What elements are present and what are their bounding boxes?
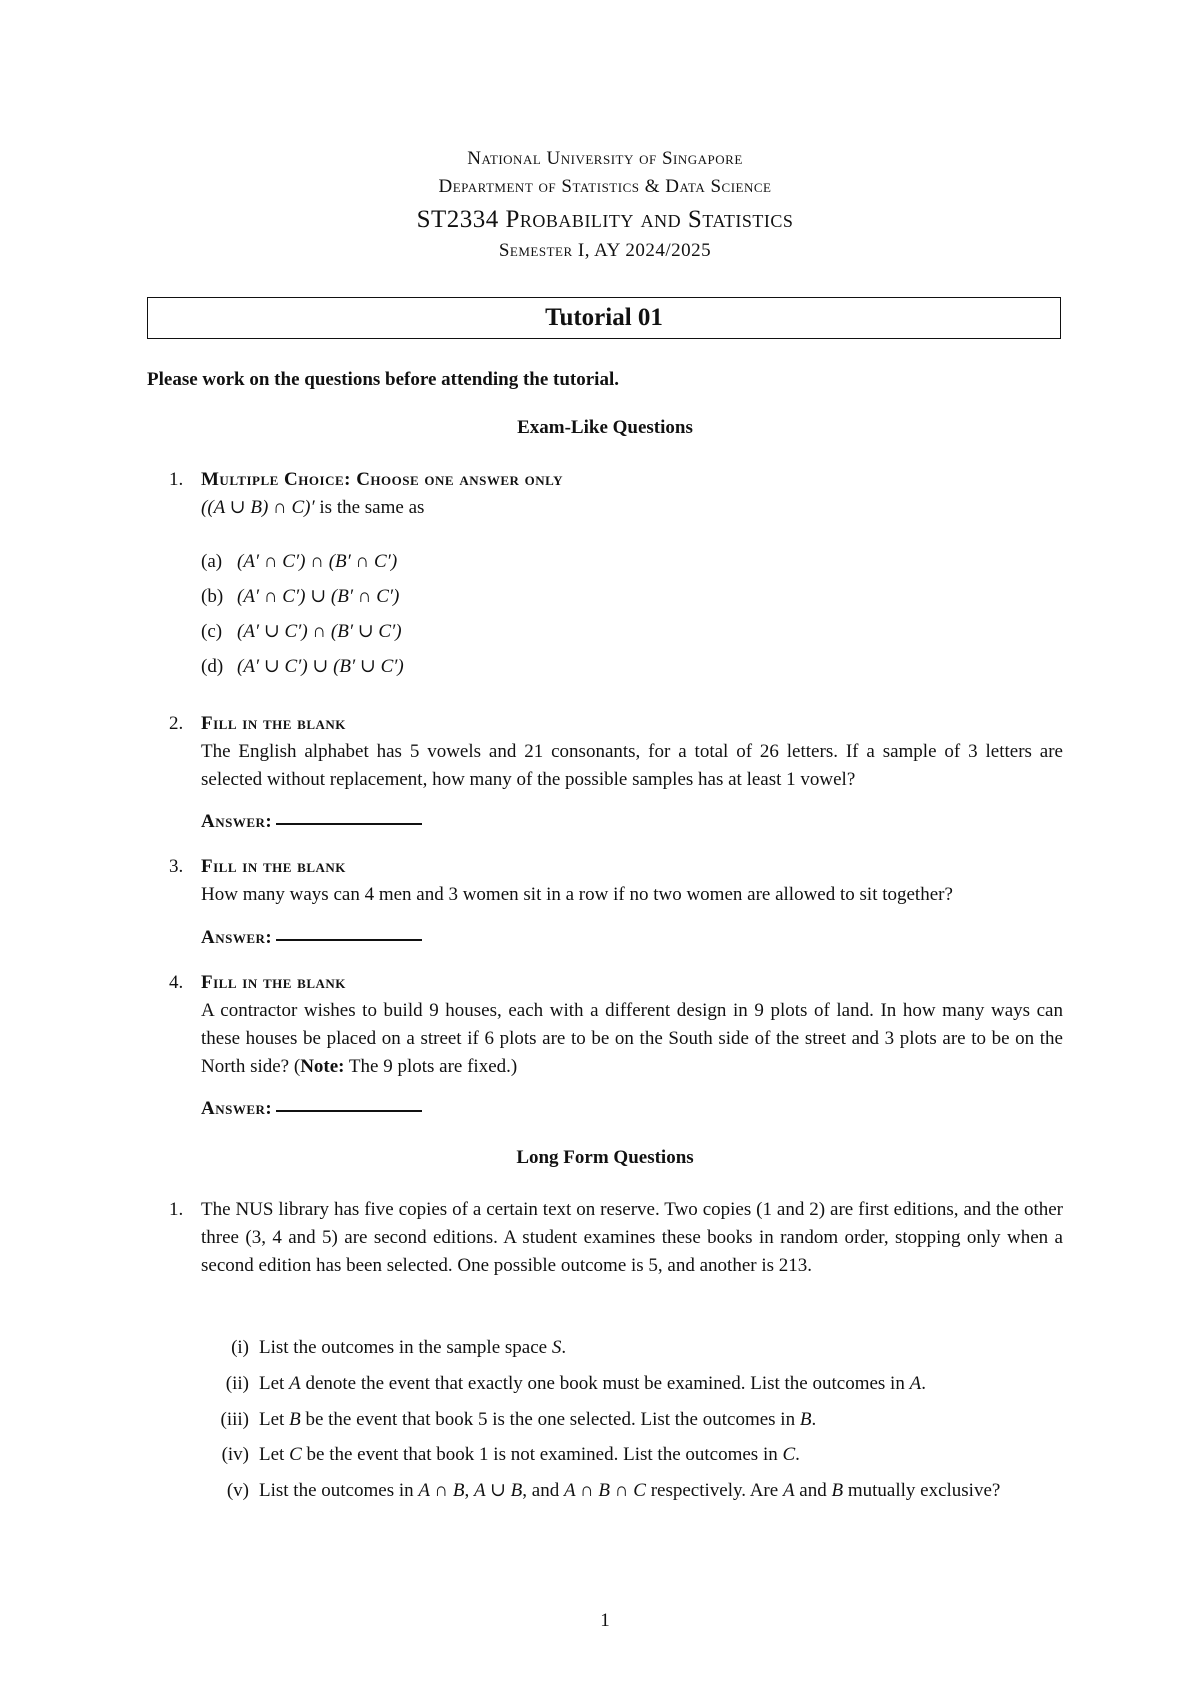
sub-label: (ii) [225,1373,249,1394]
option-label: (a) [201,551,223,572]
option-expression: (A′ ∩ C′) ∩ (B′ ∩ C′) [237,551,398,572]
question-text-part: The 9 plots are fixed.) [344,1056,518,1077]
question-text: The NUS library has five copies of a certain text on reserve. Two copies (1 and 2) are first editions, and the other three (3, 4 and 5) are second editions. A student examines these books in random order, stopping only when a second edition has been selected. One possible outcome is 5, and another is 213. [201,1199,1063,1276]
sub-label: (iv) [221,1444,249,1465]
math-symbol: B [831,1480,844,1501]
math-symbol: B [799,1409,812,1430]
sub-text: Let [259,1444,290,1465]
question-heading: Fill in the blank [201,713,346,734]
question-text: How many ways can 4 men and 3 women sit in a row if no two women are allowed to sit together? [201,884,953,905]
math-symbol: A [289,1373,301,1394]
sub-text: mutually exclusive? [843,1480,1001,1501]
sub-text: . [561,1337,567,1358]
sub-text: be the event that book 5 is the one selected. List the outcomes in [300,1409,800,1430]
math-symbol: A [782,1480,795,1501]
tutorial-title: Tutorial 01 [147,297,1061,339]
subquestion-v [201,1477,1063,1505]
option-label: (d) [201,656,224,677]
question-number: 2. [169,713,184,734]
sub-text: denote the event that exactly one book must be examined. List the outcomes in [300,1373,910,1394]
course-title: ST2334 Probability and Statistics [416,206,794,233]
option-c [201,618,402,646]
sub-text: respectively. Are [645,1480,783,1501]
instruction-text: Please work on the questions before attending the tutorial. [147,369,619,390]
sub-text: Let [259,1409,290,1430]
question-number: 1. [169,469,184,490]
answer-blank-q3 [201,924,422,952]
subquestion-i [201,1334,1063,1362]
sub-text: . [795,1444,800,1465]
math-symbol: C [782,1444,796,1465]
math-symbol: A ∩ B [418,1480,465,1501]
sub-label: (v) [226,1480,249,1501]
answer-line[interactable] [276,821,422,825]
answer-label: Answer: [201,927,273,948]
answer-label: Answer: [201,1098,273,1119]
question-heading: Fill in the blank [201,856,346,877]
option-label: (c) [201,621,223,642]
option-expression: (A′ ∪ C′) ∪ (B′ ∪ C′) [237,656,404,677]
sub-text: List the outcomes in [259,1480,419,1501]
math-symbol: A ∩ B ∩ C [563,1480,646,1501]
sub-label: (iii) [220,1409,249,1430]
question-number: 4. [169,972,184,993]
option-a [201,548,397,576]
page-number: 1 [600,1610,610,1631]
sub-text: , and [522,1480,564,1501]
answer-label: Answer: [201,811,273,832]
question-number: 1. [169,1199,184,1220]
math-symbol: S [551,1337,562,1358]
option-label: (b) [201,586,224,607]
subquestion-iii [201,1406,1063,1434]
note-label: Note: [300,1056,345,1077]
question-text [201,997,1063,1081]
department-name: Department of Statistics & Data Science [438,176,772,197]
math-symbol: A ∪ B [473,1480,523,1501]
exam-section-title: Exam-Like Questions [517,417,693,438]
sub-text: and [794,1480,832,1501]
question-heading: Fill in the blank [201,972,346,993]
option-expression: (A′ ∪ C′) ∩ (B′ ∪ C′) [237,621,402,642]
question-text-part: A contractor wishes to build 9 houses, each with a different design in 9 plots of land. In how many ways can these houses be placed on a street if 6 plots are to be on the South side of the street and 3 plots are to be on the North side? ( [201,1000,1063,1077]
subquestion-iv [201,1441,1063,1469]
option-expression: (A′ ∩ C′) ∪ (B′ ∩ C′) [237,586,400,607]
question-heading: Multiple Choice: Choose one answer only [201,469,564,490]
sub-label: (i) [231,1337,249,1358]
document-header [147,145,1063,265]
answer-line[interactable] [276,937,422,941]
sub-text: , [464,1480,474,1501]
math-symbol: A [909,1373,922,1394]
sub-text: be the event that book 1 is not examined. List the outcomes in [301,1444,783,1465]
long-section-title: Long Form Questions [516,1147,694,1168]
sub-text: List the outcomes in the sample space [259,1337,552,1358]
question-stem [201,494,1063,522]
math-symbol: B [289,1409,301,1430]
sub-text: . [811,1409,817,1430]
option-d [201,653,404,681]
question-text: The English alphabet has 5 vowels and 21 consonants, for a total of 26 letters. If a sample of 3 letters are selected without replacement, how many of the possible samples has at least 1 vowel? [201,741,1063,790]
sub-text: . [921,1373,926,1394]
university-name: National University of Singapore [467,148,743,169]
sub-text: Let [259,1373,290,1394]
question-number: 3. [169,856,184,877]
document-page [147,0,1063,1696]
subquestion-ii [201,1370,1063,1398]
option-b [201,583,399,611]
semester-label: Semester I, AY 2024/2025 [498,240,712,261]
math-symbol: C [289,1444,302,1465]
answer-line[interactable] [276,1108,422,1112]
stem-suffix: is the same as [314,497,425,518]
stem-expression: ((A ∪ B) ∩ C)′ [201,497,315,518]
answer-blank-q2 [201,808,422,836]
answer-blank-q4 [201,1095,422,1123]
